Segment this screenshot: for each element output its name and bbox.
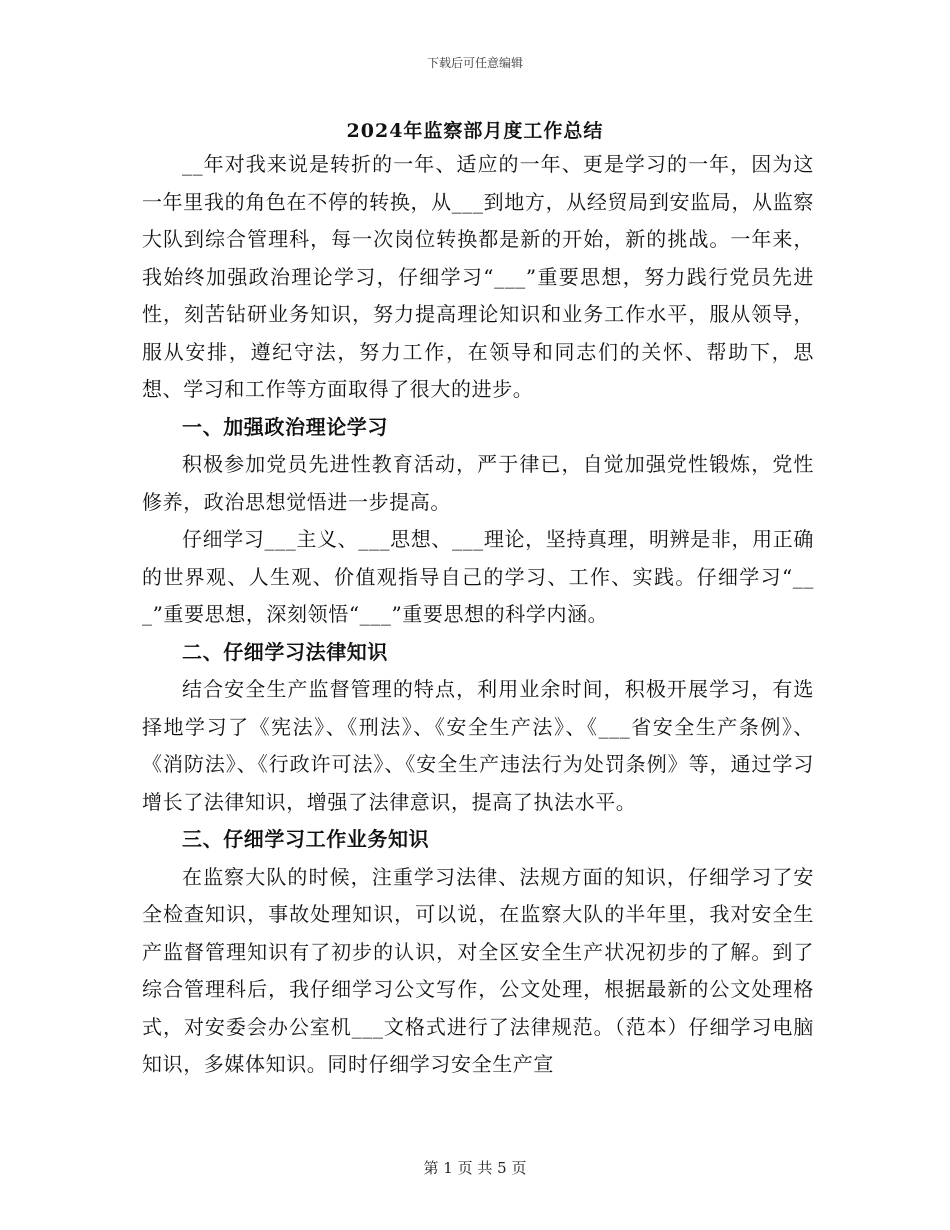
document-title: 2024年监察部月度工作总结 xyxy=(346,120,604,142)
intro-paragraph: __年对我来说是转折的一年、适应的一年、更是学习的一年，因为这一年里我的角色在不停的转换，从___到地方，从经贸局到安监局，从监察大队到综合管理科，每一次岗位转换都是新的开始，新的挑战。一年来，我始终加强政治理论学习，仔细学习“___”重要思想，努力践行党员先进性，刻苦钻研业务知识，努力提高理论知识和业务工作水平，服从领导，服从安排，遵纪守法，努力工作，在领导和同志们的关怀、帮助下，思想、学习和工作等方面取得了很大的进步。 xyxy=(142,152,814,401)
document-body xyxy=(142,146,814,1084)
section-3-heading: 三、仔细学习工作业务知识 xyxy=(182,827,430,851)
page-number: 第 1 页 共 5 页 xyxy=(423,1159,527,1177)
section-1-heading: 一、加强政治理论学习 xyxy=(182,414,388,439)
page-header-note: 下载后可任意编辑 xyxy=(426,56,523,70)
section-2-heading: 二、仔细学习法律知识 xyxy=(182,639,388,664)
section-3-paragraph-1: 在监察大队的时候，注重学习法律、法规方面的知识，仔细学习了安全检查知识，事故处理知识，可以说，在监察大队的半年里，我对安全生产监督管理知识有了初步的认识，对全区安全生产状况初步的了解。到了综合管理科后，我仔细学习公文写作，公文处理，根据最新的公文处理格式，对安委会办公室机___文格式进行了法律规范。（范本）仔细学习电脑知识，多媒体知识。同时仔细学习安全生产宣 xyxy=(142,864,814,1076)
section-1-paragraph-1: 积极参加党员先进性教育活动，严于律已，自觉加强党性锻炼，党性修养，政治思想觉悟进一步提高。 xyxy=(142,452,814,514)
section-2-paragraph-1: 结合安全生产监督管理的特点，利用业余时间，积极开展学习，有选择地学习了《宪法》、《刑法》、《安全生产法》、《___省安全生产条例》、《消防法》、《行政许可法》、《安全生产违法行为处罚条例》等，通过学习增长了法律知识，增强了法律意识，提高了执法水平。 xyxy=(142,677,814,814)
section-1-paragraph-2: 仔细学习___主义、___思想、___理论，坚持真理，明辨是非，用正确的世界观、人生观、价值观指导自己的学习、工作、实践。仔细学习“___”重要思想，深刻领悟“___”重要思想的科学内涵。 xyxy=(142,527,814,626)
